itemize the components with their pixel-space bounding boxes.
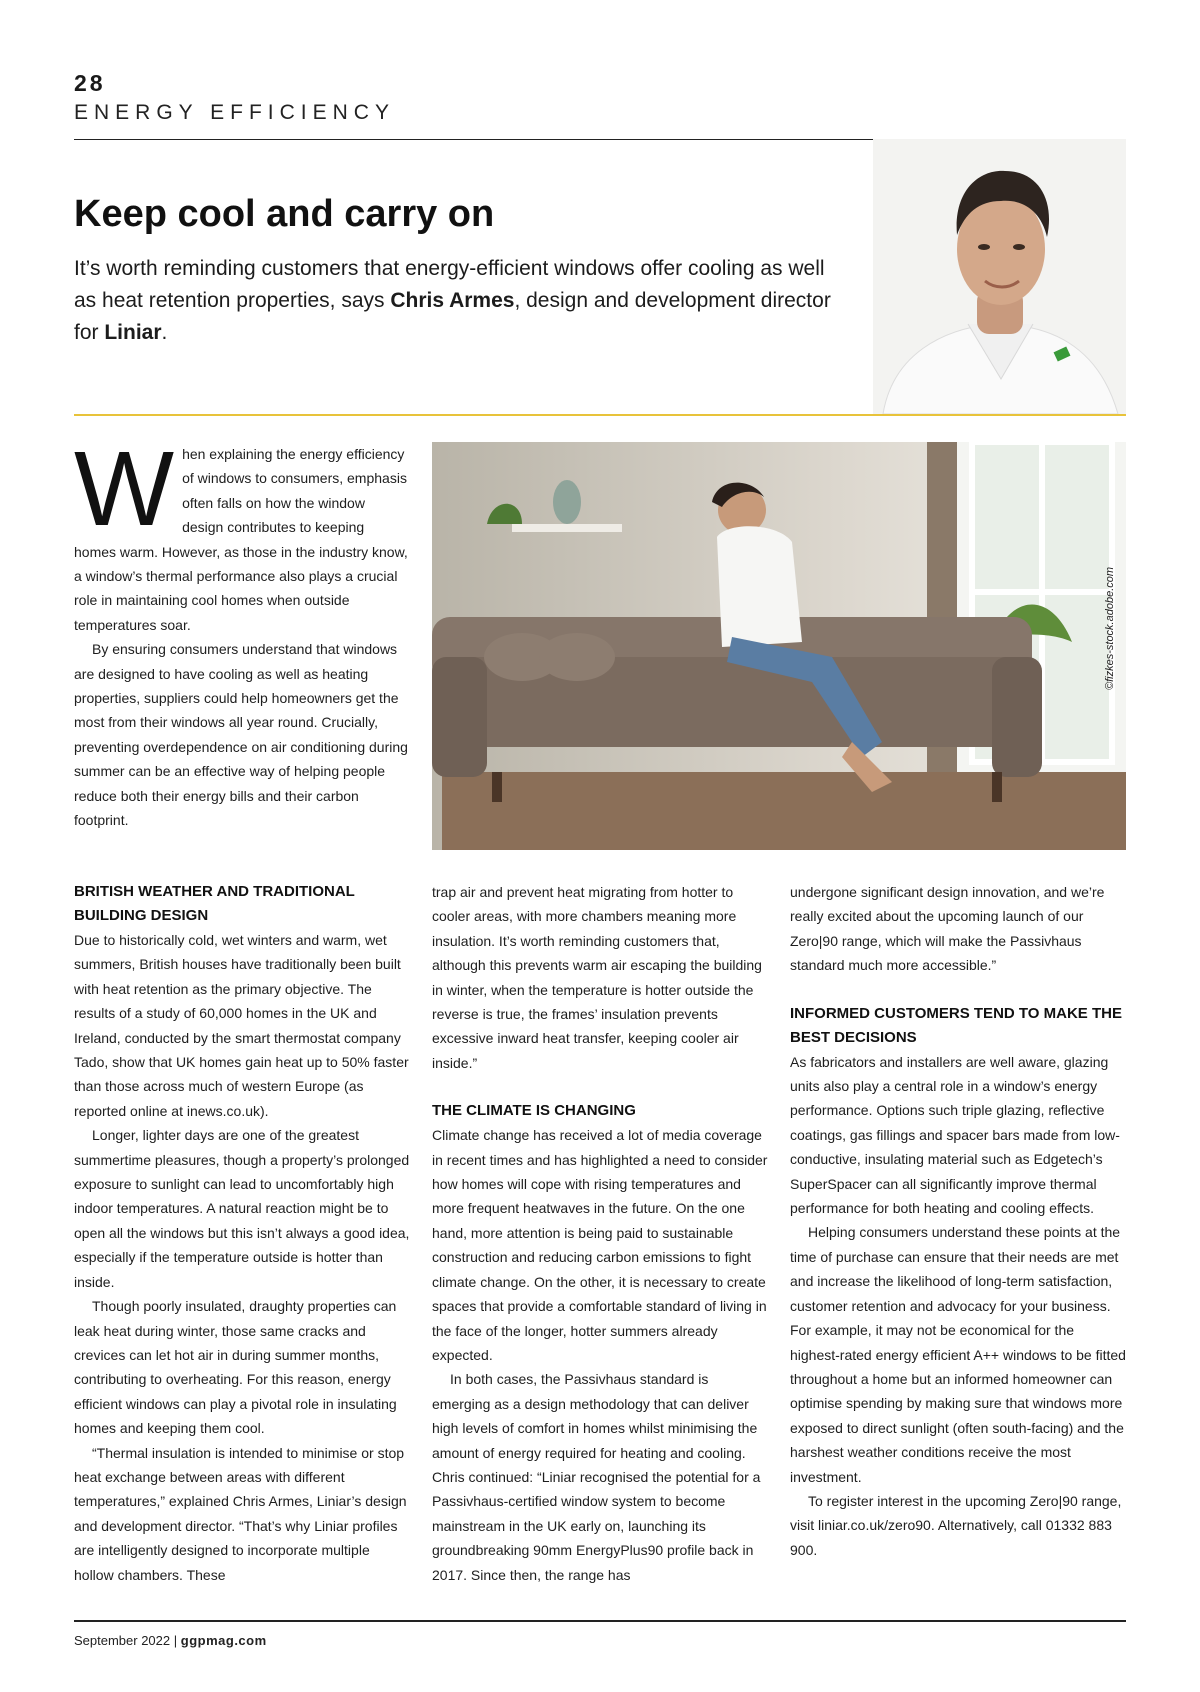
author-portrait-illustration	[873, 139, 1126, 414]
col2-paragraph-3: In both cases, the Passivhaus standard is emerging as a design methodology that can deliver high levels of comfort in homes whilst minimising the amount of energy required for heating and cooling. Chris continued: “Liniar recognised the potential for a Passivhaus-certified window system to become mainstream in the UK early on, launching its groundbreaking 90mm EnergyPlus90 profile back in 2017. Since then, the range has	[432, 1371, 761, 1583]
standfirst-company: Liniar	[104, 321, 162, 344]
footer-site-link[interactable]: ggpmag.com	[180, 1633, 267, 1648]
col3-paragraph-4: To register interest in the upcoming Zero|90 range, visit liniar.co.uk/zero90. Alternatively, call 01332 883 900.	[790, 1492, 1122, 1558]
footer-separator: |	[173, 1633, 178, 1648]
col2-paragraph-2: Climate change has received a lot of media coverage in recent times and has highlighted a need to consider how homes will cope with rising temperatures and more frequent heatwaves in the future. On the one hand, more attention is being paid to sustainable construction and reducing carbon emissions to fight climate change. On the other, it is necessary to create spaces that provide a comfortable standard of living in the face of the longer, hotter summers already expected.	[432, 1127, 768, 1363]
col1-paragraph-1: Due to historically cold, wet winters and warm, wet summers, British houses have traditionally been built with heat retention as the primary objective. The results of a study of 60,000 homes in the UK and Ireland, conducted by the smart thermostat company Tado, show that UK homes gain heat up to 50% faster than those across much of western Europe (as reported online at inews.co.uk).	[74, 932, 409, 1119]
heading-informed-customers: INFORMED CUSTOMERS TEND TO MAKE THE BEST DECISIONS	[790, 1004, 1122, 1046]
intro-paragraph-2: By ensuring consumers understand that windows are designed to have cooling as well as heating properties, suppliers could help homeowners get the most from their windows all year round. Crucially, preventing overdependence on air conditioning during summer can be an effective way of helping people reduce both their energy bills and their carbon footprint.	[74, 641, 408, 829]
col1-paragraph-3: Though poorly insulated, draughty properties can leak heat during winter, those same cracks and crevices can let hot air in during summer months, contributing to overheating. For this reason, energy efficient windows can play a pivotal role in insulating homes and keeping them cool.	[74, 1298, 397, 1437]
section-title: ENERGY EFFICIENCY	[74, 101, 395, 124]
header-divider	[74, 139, 873, 140]
column-3	[790, 880, 1126, 1562]
standfirst-text-3: .	[161, 321, 168, 344]
col3-paragraph-1: undergone significant design innovation, and we’re really excited about the upcoming launch of our Zero|90 range, which will make the Passivhaus standard much more accessible.”	[790, 884, 1105, 974]
footer-divider	[74, 1620, 1126, 1622]
column-2	[432, 880, 768, 1587]
heading-british-weather: BRITISH WEATHER AND TRADITIONAL BUILDING DESIGN	[74, 883, 355, 924]
column-1	[74, 880, 410, 1587]
col1-paragraph-4: “Thermal insulation is intended to minimise or stop heat exchange between areas with different temperatures,” explained Chris Armes, Liniar’s design and development director. “That’s why Liniar profiles are intelligently designed to incorporate multiple hollow chambers. These	[74, 1444, 407, 1583]
intro-paragraph-1: hen explaining the energy efficiency of windows to consumers, emphasis often falls on how the window design contributes to keeping homes warm. However, as those in the industry know, a window’s thermal performance also plays a crucial role in maintaining cool homes when outside temperatures soar.	[74, 446, 408, 633]
photo-credit: ©fizkes-stock.adobe.com	[1104, 566, 1116, 690]
drop-cap: W	[74, 430, 175, 548]
page-number: 28	[74, 70, 106, 96]
col1-paragraph-2: Longer, lighter days are one of the greatest summertime pleasures, though a property’s prolonged exposure to sunlight can lead to uncomfortably high indoor temperatures. A natural reaction might be to open all the windows but this isn’t always a good idea, especially if the temperature outside is hotter than inside.	[74, 1127, 410, 1290]
footer-date: September 2022	[74, 1633, 171, 1648]
heading-climate-changing: THE CLIMATE IS CHANGING	[432, 1102, 636, 1120]
standfirst-text-1: It’s worth reminding customers that energy-efficient windows offer cooling as well as heat retention properties, says	[74, 257, 825, 312]
col2-paragraph-1: trap air and prevent heat migrating from hotter to cooler areas, with more chambers meaning more insulation. It’s worth reminding customers that, although this prevents warm air escaping the building in winter, when the temperature is hotter outside the reverse is true, the frames’ insulation prevents excessive inward heat transfer, keeping cooler air inside.”	[432, 884, 762, 1071]
standfirst-author: Chris Armes	[390, 289, 515, 312]
accent-divider	[74, 414, 1126, 416]
author-portrait-photo	[873, 139, 1126, 414]
sofa-photo	[432, 442, 1126, 850]
standfirst-text-2: , design and development director for	[74, 289, 831, 344]
intro-text	[74, 430, 410, 833]
col3-paragraph-2: As fabricators and installers are well aware, glazing units also play a central role in a window’s energy performance. Options such triple glazing, reflective coatings, gas fillings and spacer bars made from low-conductive, insulating material such as Edgetech’s SuperSpacer can all significantly improve thermal performance for both heating and cooling effects.	[790, 1053, 1120, 1217]
article-headline: Keep cool and carry on	[74, 193, 495, 235]
col3-paragraph-3: Helping consumers understand these points at the time of purchase can ensure that their needs are met and increase the likelihood of long-term satisfaction, customer retention and advocacy for your business. For example, it may not be economical for the highest-rated energy efficient A++ windows to be fitted throughout a home but an informed homeowner can optimise spending by making sure that windows more exposed to direct sunlight (often south-facing) and the harshest weather conditions receive the most investment.	[790, 1224, 1126, 1485]
footer	[74, 1633, 267, 1648]
woman-on-sofa-illustration	[432, 442, 1126, 850]
article-standfirst	[74, 253, 834, 349]
